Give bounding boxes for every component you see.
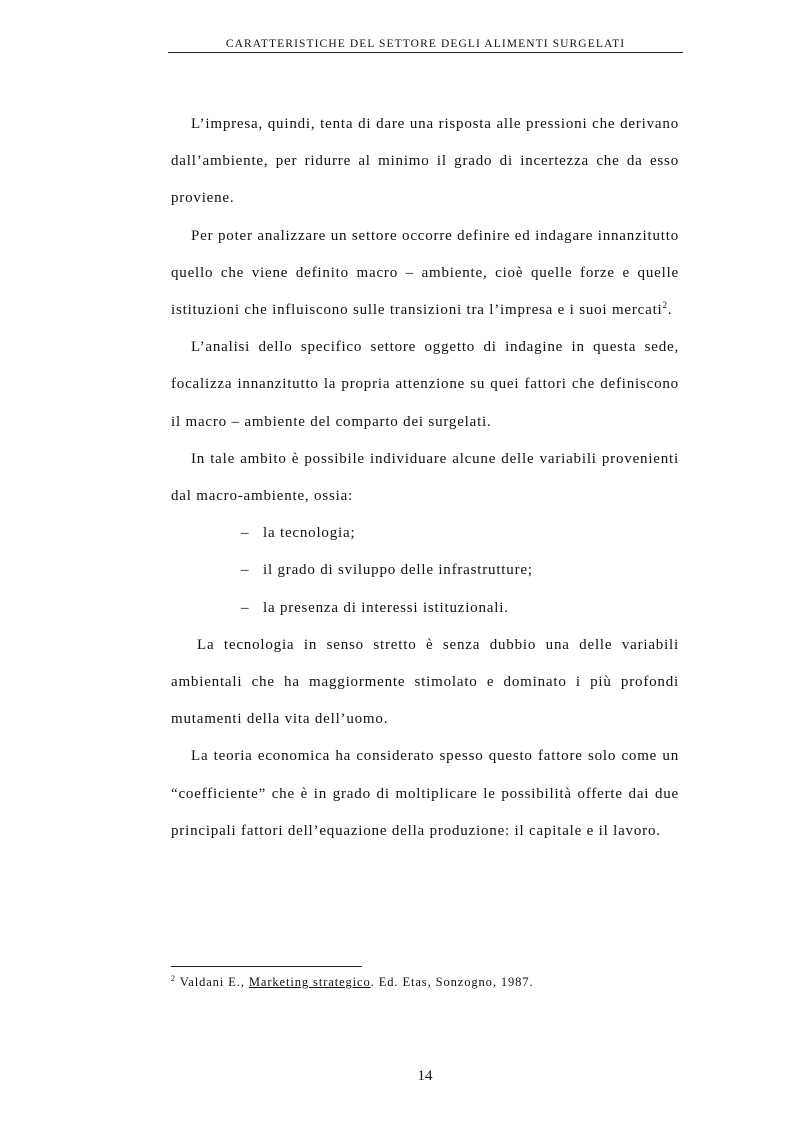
paragraph-5: La tecnologia in senso stretto è senza dubbio una delle variabili ambientali che ha maggiormente stimolato e dominato i più profondi mutamenti della vita dell’uomo. bbox=[171, 636, 679, 728]
dash-bullet: – bbox=[241, 525, 250, 542]
list-item-text: la presenza di interessi istituzionali. bbox=[263, 599, 509, 616]
paragraph-6: La teoria economica ha considerato spesso questo fattore solo come un “coefficiente” che è in grado di moltiplicare le possibilità offerte dai due principali fattori dell’equazione della produzione: il capitale e il lavoro. bbox=[171, 748, 679, 839]
page-number: 14 bbox=[417, 1068, 433, 1084]
paragraph-3: L’analisi dello specifico settore oggetto di indagine in questa sede, focalizza innanzitutto la propria attenzione su quei fattori che definiscono il macro – ambiente del comparto dei surgelati. bbox=[171, 339, 679, 430]
list-item bbox=[171, 590, 679, 627]
header-rule bbox=[168, 52, 683, 53]
dash-bullet: – bbox=[241, 599, 250, 616]
paragraph-4: In tale ambito è possibile individuare alcune delle variabili provenienti dal macro-ambiente, ossia: bbox=[171, 450, 679, 505]
footnote-publisher: . Ed. Etas, Sonzogno, 1987. bbox=[370, 975, 534, 989]
footnote bbox=[171, 975, 534, 990]
list-item bbox=[171, 515, 679, 552]
footnote-reference[interactable]: 2 bbox=[662, 300, 668, 311]
footnote-author: Valdani E., bbox=[179, 975, 245, 989]
footnote-number: 2 bbox=[171, 973, 176, 983]
paragraph-2-period: . bbox=[667, 302, 673, 319]
paragraph-1: L’impresa, quindi, tenta di dare una risposta alle pressioni che derivano dall’ambiente, per ridurre al minimo il grado di incertezza che da esso proviene. bbox=[171, 116, 679, 207]
running-header: CARATTERISTICHE DEL SETTORE DEGLI ALIMENTI SURGELATI bbox=[225, 38, 626, 50]
list-item-text: il grado di sviluppo delle infrastrutture; bbox=[263, 562, 533, 579]
body-text bbox=[171, 106, 679, 850]
dash-bullet: – bbox=[241, 562, 250, 579]
list-item bbox=[171, 552, 679, 589]
variables-list bbox=[171, 515, 679, 627]
footnote-rule bbox=[171, 966, 362, 967]
paragraph-2-text: Per poter analizzare un settore occorre definire ed indagare innanzitutto quello che viene definito macro – ambiente, cioè quelle forze e quelle istituzioni che influiscono sulle transizioni tra l’impresa e i suoi mercati bbox=[171, 227, 679, 319]
footnote-title-link[interactable]: Marketing strategico bbox=[248, 975, 371, 989]
paragraph-2 bbox=[171, 218, 679, 330]
list-item-text: la tecnologia; bbox=[263, 525, 356, 542]
